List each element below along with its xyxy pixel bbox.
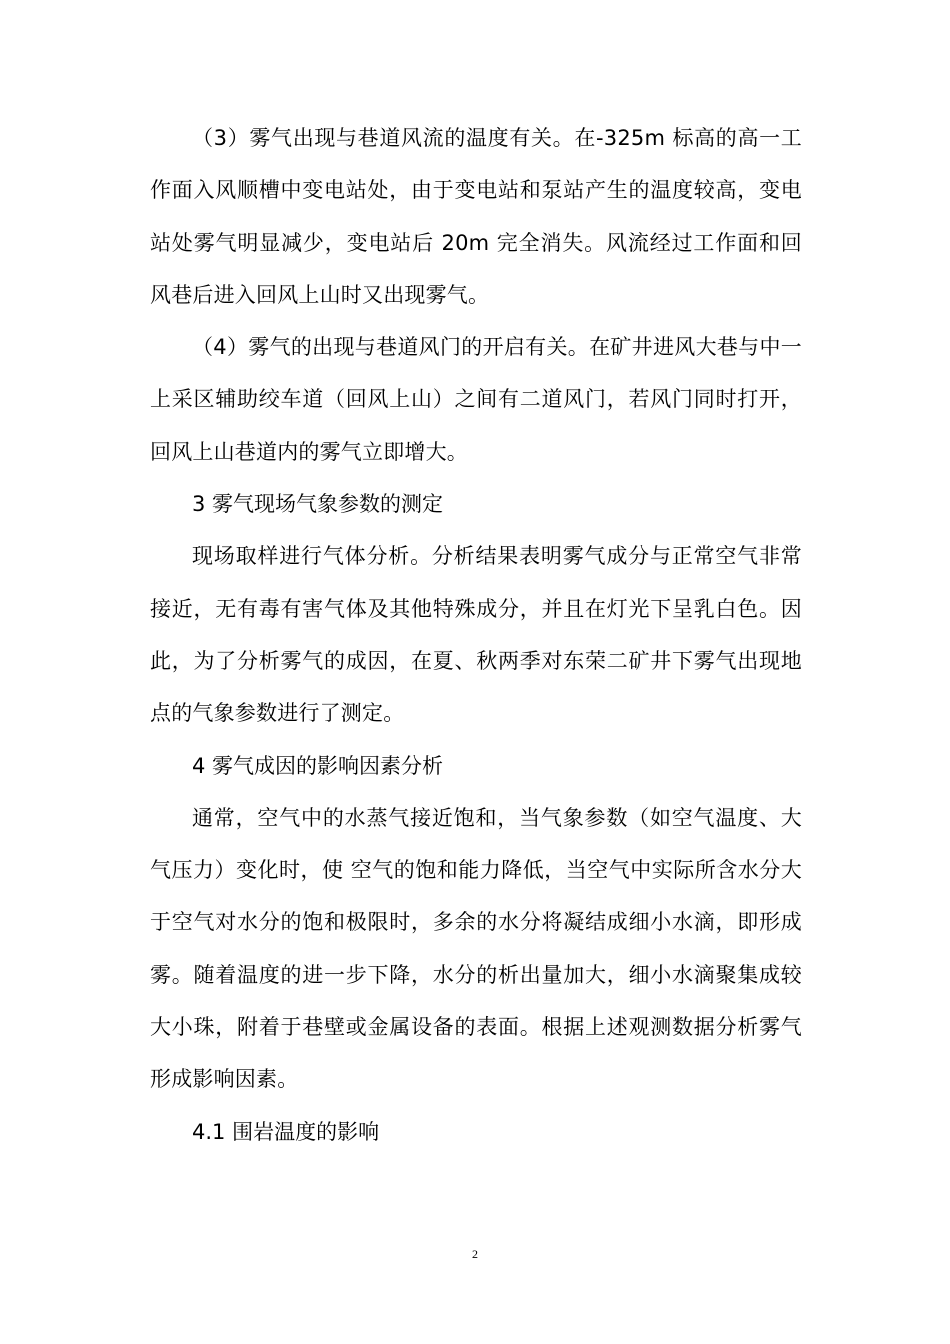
paragraph-fog-air-door: （4）雾气的出现与巷道风门的开启有关。在矿井进风大巷与中一上采区辅助绞车道（回风上山）之间有二道风门，若风门同时打开，回风上山巷道内的雾气立即增大。 [150, 335, 802, 464]
paragraph-fog-formation: 通常，空气中的水蒸气接近饱和，当气象参数（如空气温度、大气压力）变化时，使 空气的饱和能力降低，当空气中实际所含水分大于空气对水分的饱和极限时，多余的水分将凝结成细小水滴，即形成雾。随着温度的进一步下降，水分的析出量加大，细小水滴聚集成较大小珠，附着于巷壁或金属设备的表面。根据上述观测数据分析雾气形成影响因素。 [150, 805, 802, 1092]
paragraph-gas-analysis: 现场取样进行气体分析。分析结果表明雾气成分与正常空气非常接近，无有毒有害气体及其他特殊成分，并且在灯光下呈乳白色。因此，为了分析雾气的成因，在夏、秋两季对东荣二矿井下雾气出现地点的气象参数进行了测定。 [150, 544, 802, 726]
paragraph-fog-temperature: （3）雾气出现与巷道风流的温度有关。在-325m 标高的高一工作面入风顺槽中变电站处，由于变电站和泵站产生的温度较高，变电站处雾气明显减少，变电站后 20m 完全消失。风流经过工作面和回风巷后进入回风上山时又出现雾气。 [150, 126, 802, 307]
document-body [150, 112, 802, 1158]
section-heading-3: 3 雾气现场气象参数的测定 [192, 492, 444, 517]
page-number: 2 [472, 1247, 478, 1261]
section-heading-4: 4 雾气成因的影响因素分析 [192, 753, 444, 778]
section-heading-4-1: 4.1 围岩温度的影响 [192, 1119, 380, 1144]
